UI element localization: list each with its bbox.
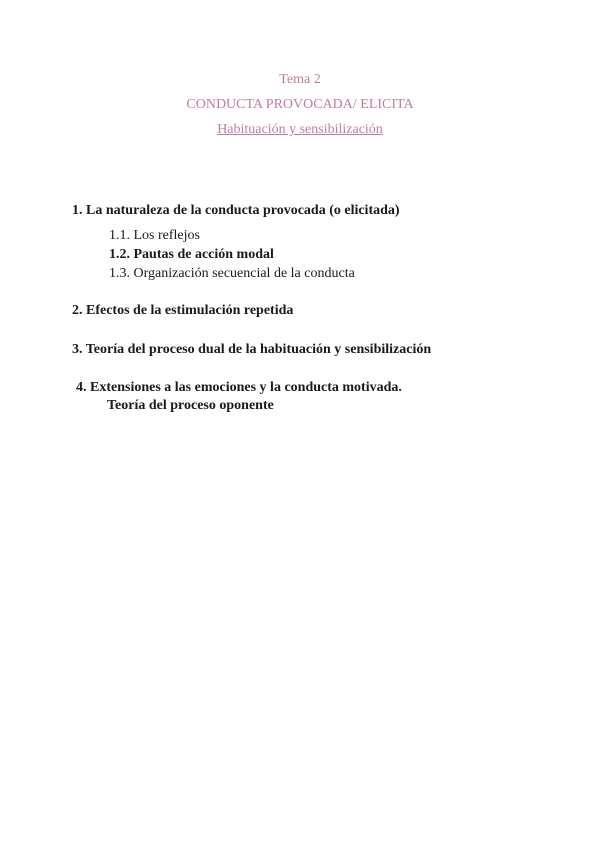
- section-1-title: 1. La naturaleza de la conducta provocada (o elicitada): [72, 203, 400, 218]
- header-tema: Tema 2: [279, 72, 321, 87]
- header-topic: Habituación y sensibilización: [217, 122, 383, 137]
- section-3-title: 3. Teoría del proceso dual de la habituación y sensibilización: [72, 342, 432, 357]
- section-2-title: 2. Efectos de la estimulación repetida: [72, 303, 294, 318]
- section-1-2: 1.2. Pautas de acción modal: [109, 247, 274, 262]
- section-4-subtitle: Teoría del proceso oponente: [107, 398, 274, 413]
- section-1-1: 1.1. Los reflejos: [109, 228, 200, 243]
- header-subtitle: CONDUCTA PROVOCADA/ ELICITA: [186, 97, 414, 112]
- section-1-3: 1.3. Organización secuencial de la conducta: [109, 266, 355, 281]
- section-4-title: 4. Extensiones a las emociones y la conducta motivada.: [76, 380, 402, 395]
